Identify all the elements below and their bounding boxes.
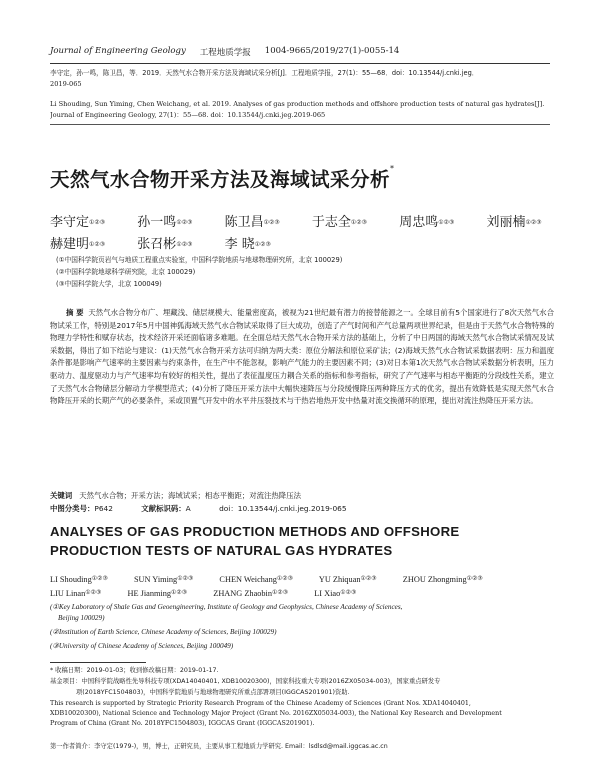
doi-label: doi： [219, 504, 238, 513]
author-cn: 于志全①②③ [311, 215, 368, 230]
citation-en-line-1: Li Shouding, Sun Yiming, Chen Weichang, et al. 2019. Analyses of gas production methods and offshore production tests of natural gas hydrates[J]. [50, 100, 545, 108]
footnote-received: * 收稿日期：2019-01-03；收到修改稿日期：2019-01-17. [50, 667, 219, 674]
author-cn: 孙一鸣①②③ [137, 215, 193, 230]
title-cn [50, 164, 395, 192]
doi-value: 10.13544/j.cnki.jeg.2019-065 [237, 504, 347, 513]
footnote-fund-en-3: Program of China (Grant No. 2018YFC1504803), IGGCAS Grant (IGGCAS201901). [50, 720, 315, 727]
keywords-cn [50, 490, 554, 502]
affiliation-cn-1: (①中国科学院页岩气与地质工程重点实验室，中国科学院地质与地球物理研究所，北京 100029) [56, 256, 343, 264]
author-en: LI Xiao①②③ [314, 588, 357, 598]
author-en: HE Jianming①②③ [127, 588, 188, 598]
author-cn: 张召彬①②③ [137, 237, 193, 252]
author-cn: 陈卫昌①②③ [224, 215, 280, 230]
title-cn-text: 天然气水合物开采方法及海域试采分析 [50, 168, 391, 191]
author-en: LI Shouding①②③ [50, 575, 108, 584]
footnote-author-info: 第一作者简介：李守定(1979-)，男，博士，正研究员，主要从事工程地质力学研究. Email：lsdlsd@mail.iggcas.ac.cn [50, 743, 388, 750]
journal-name-en: Journal of Engineering Geology [50, 46, 186, 56]
running-header [50, 46, 550, 62]
author-cn: 李 晓①②③ [224, 237, 271, 252]
citation-rule [50, 124, 550, 125]
author-en: SUN Yiming①②③ [133, 575, 194, 584]
footnote-fund-cn-2: 项(2018YFC1504803)，中国科学院地质与地球物理研究所重点部署项目(IGGCAS201901)资助. [76, 689, 350, 696]
clc-value: P642 [94, 504, 113, 513]
abstract-cn-text: 天然气水合物分布广、埋藏浅、储层规模大、能量密度高，被视为21世纪最有潜力的接替能源之一。全球目前有5个国家进行了8次天然气水合物试采工作，特别是2017年5月中国神狐海域天然气水合物试采取得了巨大成功，创造了产气时间和产气总量两项世界纪录，但是由于天然气水合物特殊的物理力学特性和赋存状态，技术经济开采还面临诸多难题。在全面总结天然气水合物开采方法的基础上，分析了中日两国的海域天然气水合物试采情况及试采数据，得出了如下结论与建议：(1)天然气水合物开采方法可归纳为两大类：原位分解法和原位采矿法；(2)海域天然气水合物试采数据表明：压力和温度条件都是影响产气速率的主要因素与约束条件，在生产中不能忽视，影响产气能力的主要因素不同；(3)对日本第1次天然气水合物试采数据分析表明，压力驱动力、温度驱动力与产气速率均有较好的相关性，提出了表征温度压力耦合关系的指标和参考指标，研究了产气速率与相态平衡距的分段线性关系，建立了天然气水合物储层分解动力学模型范式；(4)分析了降压开采方法中大幅快速降压与分段缓慢降压两种降压方式的优劣，提出有效降低是实现天然气水合物降压开采的长期产气的必要条件，采或顶置气开发中的水平井压裂技术与干热岩地热开发中热量对流交换循环的原理，提出对流注热降压开采方法。 [50, 308, 554, 406]
affiliation-en-1: (①Key Laboratory of Shale Gas and Geoengineering, Institute of Geology and Geophysics, Chinese Academy of Sciences, [50, 603, 403, 611]
affiliation-en-2: (②Institution of Earth Science, Chinese Academy of Sciences, Beijing 100029) [50, 628, 277, 636]
footnote-fund-en-1: This research is supported by Strategic Priority Research Program of the Chinese Academy of Sciences (Grant Nos. XDA14040401, [50, 700, 471, 707]
affiliation-cn-2: (②中国科学院地球科学研究院，北京 100029) [56, 268, 196, 276]
footnote-fund-cn-1: 基金项目：中国科学院战略性先导科技专项(XDA14040401, XDB10020300)，国家科技重大专项(2016ZX05034-003)，国家重点研发专 [50, 678, 441, 685]
citation-cn-line-1: 李守定，孙一鸣，陈卫昌，等．2019．天然气水合物开采方法及海域试采分析[J]．工程地质学报，27(1)：55—68．doi：10.13544/j.cnki.jeg． [50, 69, 479, 77]
author-cn: 赫建明①②③ [50, 237, 106, 252]
abstract-cn [50, 307, 554, 408]
affiliation-cn-3: (③中国科学院大学，北京 100049) [56, 280, 162, 288]
journal-name-cn: 工程地质学报 [199, 48, 251, 58]
keywords-cn-label: 关键词 [50, 491, 73, 500]
footnote-fund-en-2: XDB10020300), National Science and Technology Major Project (Grant No. 2016ZX05034-003), the National Key Research and Development [50, 710, 502, 717]
abstract-cn-label: 摘 要 [66, 308, 84, 317]
title-en: ANALYSES OF GAS PRODUCTION METHODS AND OFFSHORE PRODUCTION TESTS OF NATURAL GAS HYDRATES [50, 524, 460, 558]
affiliation-en-1-cont: Beijing 100029) [58, 614, 105, 622]
doc-code-label: 文献标识码： [141, 504, 186, 513]
author-en: ZHOU Zhongming①②③ [402, 575, 483, 584]
author-cn: 周忠鸣①②③ [399, 215, 455, 230]
classification-cn [50, 503, 554, 515]
author-en: ZHANG Zhaobin①②③ [213, 588, 289, 598]
authors-cn [50, 212, 570, 256]
header-rule [50, 63, 550, 64]
footnote-rule [50, 662, 146, 663]
keywords-cn-text: 天然气水合物；开采方法；海域试采；相态平衡距；对流注热降压法 [79, 491, 301, 500]
author-en: YU Zhiquan①②③ [318, 575, 377, 584]
citation-en-line-2: Journal of Engineering Geology, 27(1)：55—68. doi：10.13544/j.cnki.jeg.2019-065 [50, 111, 326, 119]
authors-en [50, 573, 570, 600]
clc-label: 中图分类号： [50, 504, 95, 513]
author-cn: 刘丽楠①②③ [486, 215, 542, 230]
citation-cn-line-2: 2019-065 [50, 80, 82, 88]
affiliation-en-3: (③University of Chinese Academy of Sciences, Beijing 100049) [50, 642, 234, 650]
doc-code-value: A [185, 504, 191, 513]
author-en: CHEN Weichang①②③ [219, 575, 294, 584]
author-cn: 李守定①②③ [50, 215, 106, 230]
author-en: LIU Linan①②③ [50, 588, 102, 598]
title-cn-mark: * [390, 164, 395, 173]
issn-meta: 1004-9665/2019/27(1)-0055-14 [264, 46, 400, 56]
